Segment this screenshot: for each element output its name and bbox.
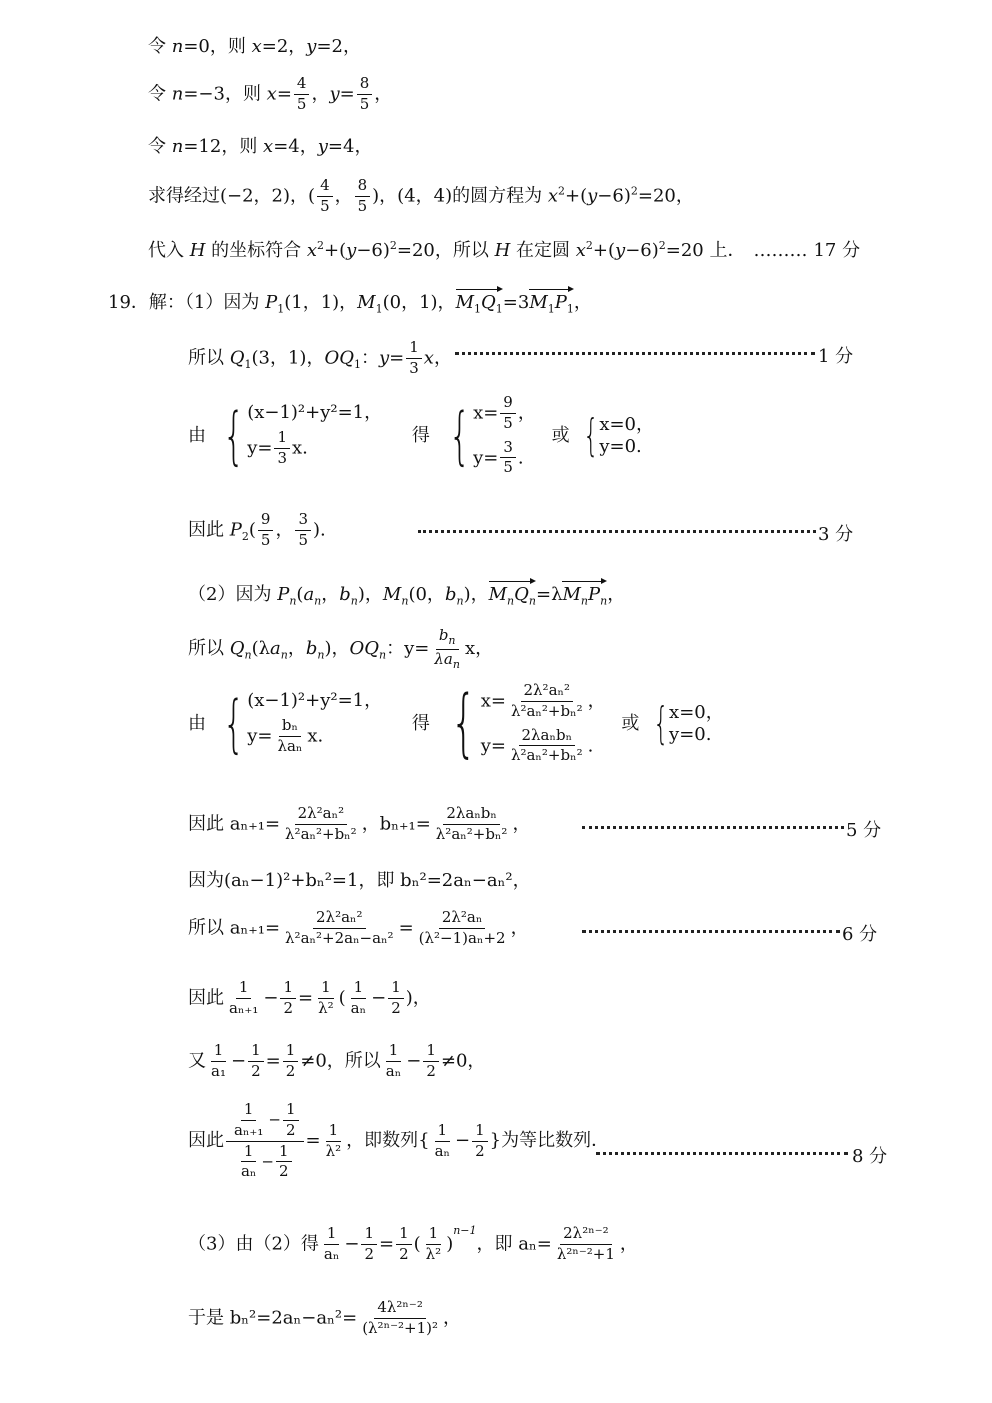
line-circle-equation: 求得经过(−2，2)，( $\frac{4}{5}$ ， $\frac{8}{5}$ )，(4，4)的圆方程为 $x^2+(y-6)^2=20$， bbox=[148, 176, 694, 215]
line-qn-oqn: 所以 $Q_n(\lambda a_n$，$b_n$)，$OQ_n$：y= $\frac{b_n}{\lambda a_n}$ x， bbox=[188, 626, 494, 671]
line-nonzero: 又 $\frac{1}{\text{a₁}}$ − $\frac{1}{2}$ = $\frac{1}{2}$ ≠0，所以 $\frac{1}{\text{aₙ}}$ − $\frac{1}{2}$ ≠0， bbox=[188, 1041, 486, 1080]
line-geometric-sequence: 因此 $\frac{1}{\text{aₙ₊₁}}$ − $\frac{1}{2}$ $\frac{1}{\text{aₙ}}$ − $\frac{1}{2}$ = $\frac{1}{\text{λ²}}$ ，即数列{ $\frac{1}{\text{aₙ}}$ − $\frac{1}{2}$ }为等比数列． bbox=[188, 1100, 610, 1181]
line-part2-intro: （2）因为 $P_n(a_n$，$b_n$)，$M_n(0$，$b_n$)，$M_nQ_n=\lambda M_nP_n$， bbox=[188, 584, 626, 608]
line-p2: 因此 $P_2$( $\frac{9}{5}$ ， $\frac{3}{5}$ ). bbox=[188, 510, 326, 549]
line-fixed-circle: 代入 H 的坐标符合 $x^2+(y-6)^2=20$，所以 H 在定圆 $x^2+(y-6)^2=20$ 上． ……… 17 分 bbox=[148, 239, 861, 261]
equation-system-1: 由 { (x−1)²+y²=1， y= $\frac{1}{3}$ x. 得 { x= $\frac{9}{5}$ ， y= $\frac{3}{5}$ . 或 { x=0， y=0. bbox=[188, 393, 654, 477]
score-17: 17 分 bbox=[813, 240, 861, 261]
dot-leader-3 bbox=[418, 530, 816, 533]
dot-leader-8 bbox=[596, 1152, 848, 1155]
line-n12: 令 n=12，则 x=4，y=4， bbox=[148, 136, 373, 157]
line-an1-simplified: 所以 aₙ₊₁= $\frac{\text{2λ²aₙ²}}{\text{λ²aₙ²+2aₙ−aₙ²}}$ = $\frac{\text{2λ²aₙ}}{\text{(λ²−1)aₙ+2}}$ ， bbox=[188, 908, 529, 947]
line-recurrence-an1-bn1: 因此 aₙ₊₁= $\frac{\text{2λ²aₙ²}}{\text{λ²aₙ²+bₙ²}}$ ，bₙ₊₁= $\frac{\text{2λaₙbₙ}}{\text{λ²aₙ²+bₙ²}}$ ， bbox=[188, 804, 531, 843]
dot-leader-5 bbox=[582, 826, 844, 829]
dot-leader-1 bbox=[455, 352, 815, 355]
line-n0: 令 n=0，则 x=2，y=2， bbox=[148, 36, 362, 57]
question-19-heading: 19．解：（1）因为 $P_1(1$，1)，$M_1(0$，1)，$M_1Q_1=3M_1P_1$， bbox=[108, 292, 592, 316]
line-bn-squared: 于是 bₙ²=2aₙ−aₙ²= $\frac{\text{4λ²ⁿ⁻²}}{\text{(λ²ⁿ⁻²+1)²}}$ ， bbox=[188, 1298, 461, 1337]
dot-leader-6 bbox=[582, 930, 840, 933]
line-circle-relation: 因为(aₙ−1)²+bₙ²=1，即 bₙ²=2aₙ−aₙ²， bbox=[188, 870, 531, 891]
score-8: 8 分 bbox=[852, 1146, 888, 1167]
line-reciprocal-relation: 因此 $\frac{1}{\text{aₙ₊₁}}$ − $\frac{1}{2}$ = $\frac{1}{\text{λ²}}$ ( $\frac{1}{\text{aₙ}}$ − $\frac{1}{2}$ )， bbox=[188, 978, 431, 1017]
score-1: 1 分 bbox=[818, 346, 854, 367]
equation-system-2: 由 { (x−1)²+y²=1， y= $\frac{\text{bₙ}}{\text{λaₙ}}$ x. 得 { x= $\frac{\text{2λ²aₙ²}}{\text{λ²aₙ²+bₙ²}}$ ， y= $\frac{\text{2λaₙbₙ}}{\text{λ²aₙ²+bₙ²}}$ . 或 { x=0， y=0. bbox=[188, 679, 724, 766]
score-3: 3 分 bbox=[818, 524, 854, 545]
line-part3-an: （3）由（2）得 $\frac{1}{\text{aₙ}}$ − $\frac{1}{2}$ = $\frac{1}{2}$ ( $\frac{1}{\text{λ²}}$ )$^{n-1}$，即 aₙ= $\frac{\text{2λ²ⁿ⁻²}}{\text{λ²ⁿ⁻²+1}}$ ， bbox=[188, 1224, 638, 1263]
score-6: 6 分 bbox=[842, 924, 878, 945]
line-q1-oq1: 所以 $Q_1(3$，1)，$OQ_1$：y= $\frac{1}{3}$ x， bbox=[188, 338, 452, 377]
score-5: 5 分 bbox=[846, 820, 882, 841]
line-n-neg3: 令 n=−3，则 x= $\frac{4}{5}$ ，y= $\frac{8}{5}$ ， bbox=[148, 74, 393, 113]
